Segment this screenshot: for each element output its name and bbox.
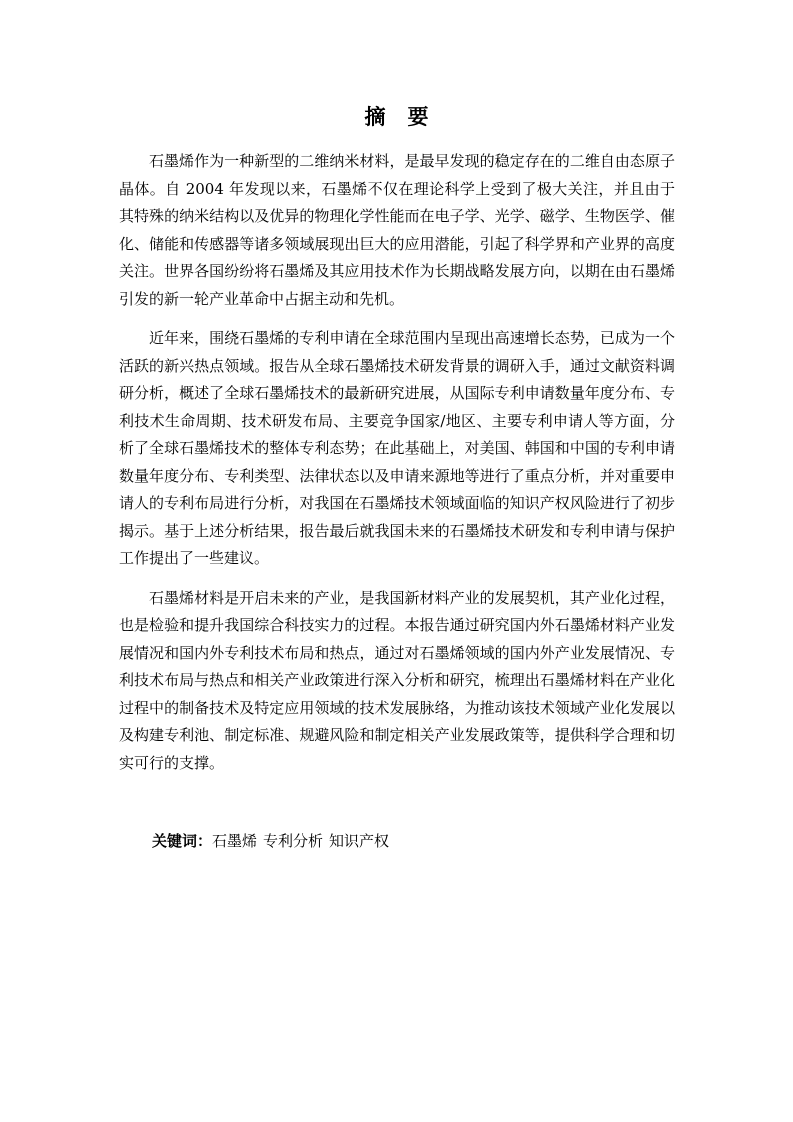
keywords-line [152, 827, 395, 855]
keyword-item: 专利分析 [263, 832, 324, 850]
abstract-body [119, 148, 675, 789]
keyword-item: 石墨烯 [212, 832, 258, 850]
keywords-label: 关键词： [152, 832, 213, 850]
abstract-paragraph-1: 石墨烯作为一种新型的二维纳米材料，是最早发现的稳定存在的二维自由态原子晶体。自 2004 年发现以来，石墨烯不仅在理论科学上受到了极大关注，并且由于其特殊的纳米结构以及优异的物理化学性能而在电子学、光学、磁学、生物医学、催化、储能和传感器等诸多领域展现出巨大的应用潜能，引起了科学界和产业界的高度关注。世界各国纷纷将石墨烯及其应用技术作为长期战略发展方向，以期在由石墨烯引发的新一轮产业革命中占据主动和先机。 [119, 152, 675, 308]
abstract-paragraph-3: 石墨烯材料是开启未来的产业，是我国新材料产业的发展契机，其产业化过程，也是检验和提升我国综合科技实力的过程。本报告通过研究国内外石墨烯材料产业发展情况和国内外专利技术布局和热点，通过对石墨烯领域的国内外产业发展情况、专利技术布局与热点和相关产业政策进行深入分析和研究，梳理出石墨烯材料在产业化过程中的制备技术及特定应用领域的技术发展脉络，为推动该技术领域产业化发展以及构建专利池、制定标准、规避风险和制定相关产业发展政策等，提供科学合理和切实可行的支撑。 [119, 588, 675, 772]
page-title: 摘要 [364, 104, 451, 129]
abstract-paragraph-2: 近年来，围绕石墨烯的专利申请在全球范围内呈现出高速增长态势，已成为一个活跃的新兴热点领域。报告从全球石墨烯技术研发背景的调研入手，通过文献资料调研分析，概述了全球石墨烯技术的最新研究进展，从国际专利申请数量年度分布、专利技术生命周期、技术研发布局、主要竞争国家/地区、主要专利申请人等方面，分析了全球石墨烯技术的整体专利态势；在此基础上，对美国、韩国和中国的专利申请数量年度分布、专利类型、法律状态以及申请来源地等进行了重点分析，并对重要申请人的专利布局进行分析，对我国在石墨烯技术领域面临的知识产权风险进行了初步揭示。基于上述分析结果，报告最后就我国未来的石墨烯技术研发和专利申请与保护工作提出了一些建议。 [119, 329, 675, 567]
keyword-item: 知识产权 [329, 832, 390, 850]
